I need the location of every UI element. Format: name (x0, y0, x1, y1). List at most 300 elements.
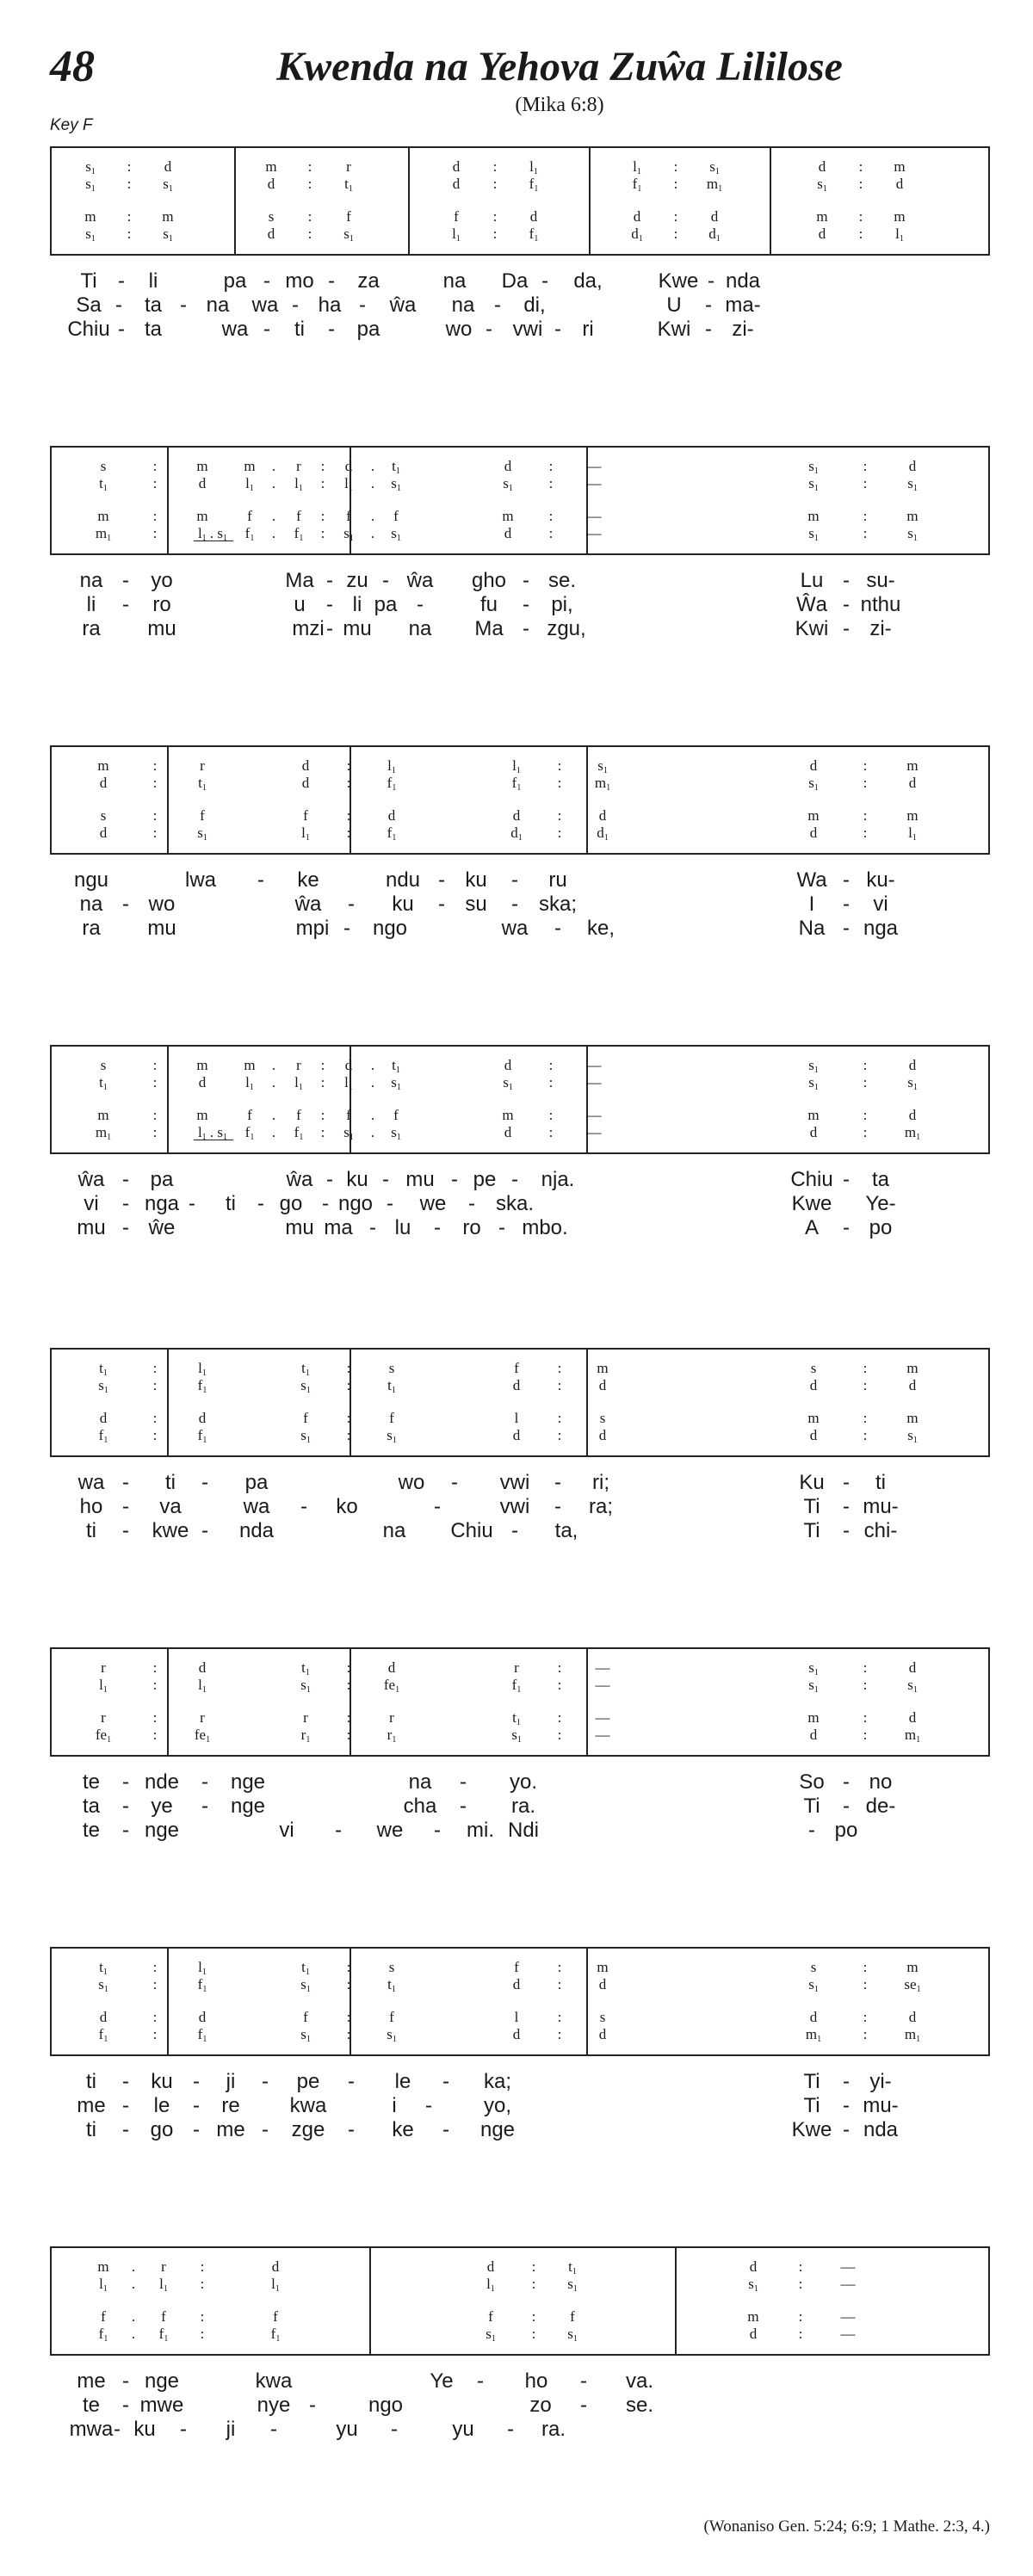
solfa-note: : (798, 2308, 803, 2325)
lyric-syllable: - (122, 1192, 129, 1215)
solfa-note: r (389, 1709, 394, 1726)
solfa-note: : (152, 525, 158, 541)
solfa-note: $fe_1$ (194, 1727, 211, 1745)
solfa-note: : (152, 1659, 158, 1676)
solfa-note: : (548, 525, 554, 541)
solfa-note: m (906, 1959, 919, 1975)
solfa-note: : (492, 208, 498, 225)
lyric-syllable: - (193, 2094, 200, 2117)
lyric-syllable: vwi (499, 1471, 530, 1494)
solfa-note: : (863, 807, 868, 824)
solfa-note: f (488, 2308, 493, 2325)
solfa-note: m (502, 1107, 514, 1123)
lyric-line-verse-1 (50, 269, 990, 293)
solfa-note: : (492, 158, 498, 175)
lyric-syllable: Lu (800, 569, 824, 592)
lyric-syllable: we (376, 1819, 404, 1842)
solfa-note: f (570, 2308, 575, 2325)
lyric-syllable: - (122, 1819, 129, 1842)
solfa-note: : (152, 825, 158, 841)
solfa-note: $se_1$ (904, 1976, 921, 1994)
lyric-syllable: da, (573, 269, 603, 293)
voice-row-3 (52, 1709, 988, 1727)
solfa-note: : (200, 2276, 205, 2292)
solfa-note: s (599, 1410, 606, 1426)
lyric-syllable: - (843, 917, 850, 940)
solfa-note: $f_1$ (529, 225, 539, 244)
solfa-note: d (99, 1410, 108, 1426)
music-system-7 (50, 1947, 990, 2145)
solfa-note: $f_1$ (270, 2326, 281, 2344)
lyric-syllable: nda (863, 2118, 899, 2141)
lyric-syllable: - (122, 1519, 129, 1542)
lyric-syllable: yo, (483, 2094, 512, 2117)
lyric-syllable: - (122, 2094, 129, 2117)
lyric-syllable: ŵa (406, 569, 434, 592)
lyric-syllable: nda (725, 269, 761, 293)
lyric-syllable: ska; (538, 893, 578, 916)
solfa-note: m (906, 757, 919, 774)
solfa-note: $f_1$ (98, 2026, 108, 2044)
voice-row-2 (52, 1976, 988, 1993)
solfa-note: r (514, 1659, 519, 1676)
lyric-syllable: Ti (803, 1495, 820, 1518)
lyric-syllable: le (153, 2094, 170, 2117)
lyric-syllable: - (118, 269, 125, 293)
solfa-staff (50, 745, 990, 855)
solfa-note: r (346, 158, 351, 175)
solfa-note: . (271, 1124, 276, 1140)
lyric-syllable: - (451, 1168, 458, 1191)
voice-row-4 (52, 225, 988, 243)
solfa-note: $s_1$ (567, 2276, 578, 2294)
solfa-note: d (198, 1410, 207, 1426)
solfa-note: : (557, 1659, 562, 1676)
solfa-note: d (301, 757, 310, 774)
lyric-syllable: ka; (483, 2070, 512, 2093)
solfa-note: d (486, 2258, 495, 2275)
solfa-note: : (152, 1709, 158, 1726)
lyric-syllable: - (523, 569, 529, 592)
lyric-syllable: cha (403, 1795, 437, 1818)
lyric-syllable: te (82, 1819, 101, 1842)
voice-row-4 (52, 2026, 988, 2043)
lyric-syllable: Chiu (450, 1519, 493, 1542)
solfa-note: $f_1$ (244, 525, 255, 543)
solfa-note: $s_1$ (503, 1074, 513, 1092)
solfa-note: : (320, 475, 325, 491)
solfa-note: : (557, 1427, 562, 1443)
lyric-syllable: ru (548, 868, 567, 892)
solfa-note: $s_1$ (503, 475, 513, 493)
solfa-note: m (807, 1410, 820, 1426)
solfa-note: . (370, 475, 375, 491)
solfa-note: — (586, 1057, 602, 1073)
solfa-note: $l_1$ (344, 475, 353, 493)
solfa-note: : (152, 1677, 158, 1693)
solfa-note: r (303, 1709, 308, 1726)
lyric-syllable: fu (479, 593, 498, 616)
lyric-syllable: - (708, 269, 714, 293)
solfa-note: s (268, 208, 275, 225)
lyric-syllable: ko (336, 1495, 358, 1518)
solfa-note: : (127, 158, 132, 175)
solfa-note: : (346, 825, 351, 841)
lyric-syllable: - (201, 1519, 208, 1542)
solfa-note: l (514, 1410, 519, 1426)
lyric-syllable: - (554, 318, 561, 341)
solfa-note: : (557, 757, 562, 774)
solfa-staff (50, 2246, 990, 2356)
lyric-syllable: - (843, 1216, 850, 1239)
solfa-note: : (863, 475, 868, 491)
hymn-number: 48 (50, 42, 95, 91)
solfa-note: $m_1$ (95, 1124, 112, 1142)
solfa-note: : (548, 458, 554, 474)
solfa-note: m (97, 508, 109, 524)
voice-row-2 (52, 1677, 988, 1694)
lyric-syllable: nge (144, 1819, 180, 1842)
solfa-note: s (599, 2009, 606, 2025)
lyric-line-verse-2 (50, 892, 990, 917)
solfa-note: : (557, 1959, 562, 1975)
lyric-syllable: - (438, 893, 445, 916)
solfa-note: $s_1$ (163, 225, 173, 244)
solfa-note: $d_1$ (631, 225, 643, 244)
solfa-note: $s_1$ (300, 1377, 311, 1395)
lyric-syllable: - (257, 868, 264, 892)
solfa-note: $s_1$ (907, 1427, 918, 1445)
solfa-note: d (267, 176, 275, 192)
lyric-line-verse-2 (50, 1494, 990, 1519)
solfa-note: $s_1$ (907, 525, 918, 543)
solfa-note: : (798, 2276, 803, 2292)
solfa-note: $s_1$ (907, 1074, 918, 1092)
lyric-syllable: - (326, 1168, 333, 1191)
lyric-syllable: - (122, 1216, 129, 1239)
lyric-syllable: vi (873, 893, 888, 916)
lyric-syllable: - (122, 2369, 129, 2393)
solfa-note: $t_1$ (198, 775, 207, 793)
lyric-syllable: Kwe (791, 2118, 832, 2141)
lyric-syllable: wo (445, 318, 473, 341)
solfa-note: m (597, 1959, 609, 1975)
solfa-note: : (152, 1410, 158, 1426)
solfa-note: m (162, 208, 174, 225)
lyric-syllable: ku (133, 2418, 156, 2441)
solfa-note: m (196, 458, 208, 474)
solfa-note: $s_1$ (300, 1677, 311, 1695)
solfa-note: : (557, 775, 562, 791)
solfa-note: f (346, 1107, 351, 1123)
lyric-syllable: ŵe (148, 1216, 176, 1239)
lyric-syllable: ma (324, 1216, 353, 1239)
lyric-syllable: ŵa (77, 1168, 105, 1191)
solfa-note: $s_1$ (300, 1427, 311, 1445)
lyric-syllable: pi, (551, 593, 573, 616)
solfa-note: $l_1$ (529, 158, 538, 176)
lyric-syllable: - (180, 2418, 187, 2441)
solfa-note: : (307, 176, 312, 192)
solfa-note: : (557, 1360, 562, 1376)
lyric-syllable: ho (79, 1495, 103, 1518)
solfa-note: d (344, 1057, 353, 1073)
lyric-syllable: su (465, 893, 487, 916)
lyric-syllable: - (468, 1192, 475, 1215)
lyric-line-verse-2 (50, 592, 990, 617)
solfa-note: f (296, 1107, 301, 1123)
solfa-note: f (514, 1959, 519, 1975)
voice-row-2 (52, 1377, 988, 1394)
solfa-note: : (346, 757, 351, 774)
solfa-note: d (504, 458, 512, 474)
solfa-note: d (809, 1427, 818, 1443)
solfa-note: : (307, 225, 312, 242)
lyric-syllable: mo (285, 269, 314, 293)
voice-row-4 (52, 525, 988, 542)
solfa-note: $l_1$ (344, 1074, 353, 1092)
solfa-note: d (198, 1074, 207, 1090)
lyric-syllable: mu (343, 617, 372, 640)
solfa-note: : (858, 225, 863, 242)
lyric-line-verse-2 (50, 2093, 990, 2118)
lyric-syllable: de- (865, 1795, 896, 1818)
solfa-note: f (200, 807, 205, 824)
lyric-syllable: nde (144, 1770, 180, 1794)
music-system-3 (50, 745, 990, 943)
lyric-syllable: wa (243, 1495, 270, 1518)
solfa-note: $m_1$ (594, 775, 611, 793)
solfa-note: d (99, 775, 108, 791)
lyric-syllable: pe (473, 1168, 497, 1191)
solfa-note: $s_1$ (808, 525, 819, 543)
solfa-note: s (100, 458, 107, 474)
music-system-8 (50, 2246, 990, 2444)
solfa-note: : (863, 1124, 868, 1140)
solfa-note: . (271, 458, 276, 474)
lyric-syllable: me (77, 2369, 106, 2393)
lyric-syllable: pa (374, 593, 398, 616)
solfa-staff (50, 1348, 990, 1457)
lyric-syllable: ti (86, 2070, 96, 2093)
solfa-note: $s_1$ (343, 525, 354, 543)
solfa-note: . (370, 525, 375, 541)
solfa-note: $s_1$ (343, 1124, 354, 1142)
solfa-note: : (858, 176, 863, 192)
solfa-note: $r_1$ (387, 1727, 397, 1745)
solfa-note: : (152, 1976, 158, 1992)
solfa-note: : (798, 2258, 803, 2275)
voice-row-3 (52, 508, 988, 525)
lyric-syllable: Ye (430, 2369, 454, 2393)
solfa-note: : (557, 1410, 562, 1426)
lyric-syllable: zo (529, 2394, 552, 2417)
lyric-syllable: Ku (799, 1471, 825, 1494)
lyric-syllable: - (843, 868, 850, 892)
solfa-note: $s_1$ (486, 2326, 496, 2344)
lyric-syllable: no (869, 1770, 893, 1794)
solfa-note: $s_1$ (709, 158, 720, 176)
solfa-note: : (863, 1976, 868, 1992)
solfa-note: s (100, 807, 107, 824)
voice-row-3 (52, 807, 988, 825)
solfa-note: : (557, 1377, 562, 1393)
solfa-note: $s_1$ (597, 757, 608, 775)
lyric-syllable: - (507, 2418, 514, 2441)
lyric-syllable: ti (875, 1471, 886, 1494)
lyric-syllable: ho (524, 2369, 548, 2393)
lyric-syllable: - (843, 1168, 850, 1191)
solfa-note: : (863, 775, 868, 791)
lyric-syllable: Wa (796, 868, 827, 892)
solfa-note: $s_1$ (387, 1427, 397, 1445)
lyric-syllable: re (221, 2094, 240, 2117)
lyric-line-verse-3 (50, 616, 990, 641)
solfa-note: $l_1$ (452, 225, 461, 244)
lyric-syllable: ta (871, 1168, 890, 1191)
lyric-syllable: - (843, 2094, 850, 2117)
lyric-syllable: - (460, 1795, 467, 1818)
solfa-note: : (346, 807, 351, 824)
lyric-syllable: se. (547, 569, 577, 592)
lyric-syllable: - (122, 1770, 129, 1794)
solfa-note: d (598, 2026, 607, 2042)
lyric-syllable: - (359, 293, 366, 317)
solfa-note: : (863, 525, 868, 541)
lyric-syllable: ri; (592, 1471, 609, 1494)
voice-row-3 (52, 2308, 988, 2326)
solfa-note: $t_1$ (99, 475, 108, 493)
lyric-syllable: nge (479, 2118, 516, 2141)
solfa-note: $l_1$ (198, 1360, 207, 1378)
lyric-syllable: - (309, 2394, 316, 2417)
lyric-syllable: nga (144, 1192, 180, 1215)
solfa-note: d (198, 475, 207, 491)
solfa-note: m (906, 1410, 919, 1426)
lyric-syllable: vi (279, 1819, 294, 1842)
lyric-syllable: ma- (725, 293, 761, 317)
solfa-note: — (595, 1727, 610, 1743)
lyric-syllable: - (511, 868, 518, 892)
solfa-note: d (908, 1057, 917, 1073)
solfa-note: $f_1$ (529, 176, 539, 194)
solfa-note: : (320, 1124, 325, 1140)
lyric-syllable: na (408, 1770, 432, 1794)
lyric-syllable: vwi (512, 318, 543, 341)
solfa-note: : (127, 208, 132, 225)
solfa-note: : (127, 176, 132, 192)
solfa-note: . (271, 1074, 276, 1090)
solfa-note: $d_1$ (708, 225, 721, 244)
solfa-staff (50, 146, 990, 256)
solfa-note: d (387, 807, 396, 824)
lyric-syllable: - (122, 1471, 129, 1494)
lyric-syllable: u (294, 593, 306, 616)
lyric-syllable: li (148, 269, 158, 293)
solfa-note: d (809, 1377, 818, 1393)
lyric-syllable: - (122, 1168, 129, 1191)
solfa-note: m (196, 508, 208, 524)
solfa-note: m (597, 1360, 609, 1376)
lyric-line-verse-3 (50, 1518, 990, 1543)
lyric-syllable: we (419, 1192, 447, 1215)
solfa-note: d (749, 2258, 758, 2275)
solfa-note: $s_1$ (808, 1677, 819, 1695)
lyric-syllable: - (292, 293, 299, 317)
lyric-syllable: wa (221, 318, 249, 341)
lyric-syllable: Sa (76, 293, 102, 317)
lyric-syllable: - (201, 1770, 208, 1794)
solfa-note: . (131, 2276, 136, 2292)
solfa-note: d (512, 2026, 521, 2042)
lyric-syllable: zgu, (547, 617, 586, 640)
voice-row-2 (52, 775, 988, 792)
lyric-syllable: - (523, 593, 529, 616)
solfa-note: $t_1$ (568, 2258, 577, 2276)
lyric-syllable: - (554, 1471, 561, 1494)
solfa-note: d (271, 2258, 280, 2275)
solfa-note: : (531, 2276, 536, 2292)
solfa-note: $l_1$ (198, 1677, 207, 1695)
lyric-syllable: ska. (495, 1192, 535, 1215)
solfa-note: f (346, 508, 351, 524)
lyric-syllable: - (262, 2070, 269, 2093)
lyric-syllable: - (122, 569, 129, 592)
lyric-syllable: ti (86, 1519, 96, 1542)
lyric-syllable: - (382, 569, 389, 592)
lyric-syllable: mwa (69, 2418, 114, 2441)
solfa-note: : (127, 225, 132, 242)
lyric-syllable: nja. (541, 1168, 575, 1191)
lyric-syllable: - (118, 318, 125, 341)
solfa-note: : (346, 1427, 351, 1443)
solfa-note: : (673, 208, 678, 225)
solfa-note: : (320, 508, 325, 524)
lyric-syllable: po (869, 1216, 893, 1239)
lyric-syllable: Ti (803, 1795, 820, 1818)
lyric-syllable: yu (336, 2418, 358, 2441)
solfa-note: . (131, 2308, 136, 2325)
lyric-syllable: na (79, 893, 103, 916)
lyric-syllable: - (201, 1795, 208, 1818)
lyric-syllable: - (477, 2369, 484, 2393)
solfa-note: : (152, 458, 158, 474)
solfa-note: : (863, 2026, 868, 2042)
solfa-note: $m_1$ (904, 2026, 921, 2044)
solfa-note: : (152, 1057, 158, 1073)
solfa-note: f (161, 2308, 166, 2325)
solfa-note: $s_1$ (567, 2326, 578, 2344)
solfa-note: $l_1$ (512, 757, 521, 775)
solfa-note: d (818, 158, 826, 175)
solfa-note: : (346, 1410, 351, 1426)
solfa-note: : (320, 1074, 325, 1090)
lyric-syllable: - (343, 917, 350, 940)
solfa-note: : (152, 1360, 158, 1376)
solfa-note: m (747, 2308, 759, 2325)
lyric-syllable: - (122, 2394, 129, 2417)
solfa-note: : (863, 1410, 868, 1426)
solfa-note: $l_1$ (99, 2276, 108, 2294)
solfa-note: $t_1$ (387, 1976, 396, 1994)
solfa-note: d (387, 1659, 396, 1676)
voice-row-3 (52, 2009, 988, 2026)
lyric-syllable: ti (86, 2118, 96, 2141)
solfa-note: m (906, 807, 919, 824)
voice-row-1 (52, 1360, 988, 1377)
solfa-note: m (196, 1057, 208, 1073)
lyric-line-verse-1 (50, 1470, 990, 1495)
